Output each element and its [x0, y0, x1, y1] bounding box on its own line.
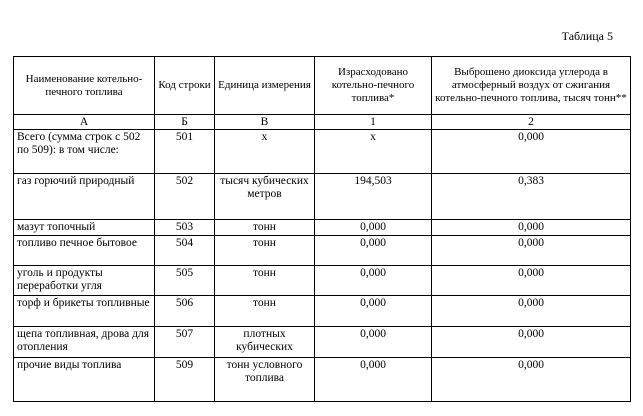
unit-cell: тонн условного топлива	[215, 358, 315, 402]
row-code-cell: 505	[155, 266, 215, 296]
row-code-cell: 503	[155, 220, 215, 236]
emitted-cell: 0,000	[432, 266, 631, 296]
fuel-name-cell: щепа топливная, дрова для отопления	[14, 327, 155, 358]
table-row	[14, 174, 631, 220]
table-row	[14, 266, 631, 296]
fuel-emissions-table	[13, 56, 631, 402]
fuel-name-cell: прочие виды топлива	[14, 358, 155, 402]
unit-cell: тонн	[215, 266, 315, 296]
consumed-cell: 0,000	[315, 220, 432, 236]
column-code: В	[215, 115, 315, 130]
consumed-cell: 0,000	[315, 296, 432, 327]
row-code-cell: 509	[155, 358, 215, 402]
column-code-row	[14, 115, 631, 130]
consumed-cell: 0,000	[315, 358, 432, 402]
table-caption: Таблица 5	[561, 29, 613, 43]
consumed-cell: х	[315, 130, 432, 174]
table-row	[14, 327, 631, 358]
fuel-name-cell: уголь и продукты переработки угля	[14, 266, 155, 296]
emitted-cell: 0,383	[432, 174, 631, 220]
emitted-cell: 0,000	[432, 236, 631, 266]
table-row	[14, 358, 631, 402]
consumed-cell: 194,503	[315, 174, 432, 220]
header-unit: Единица измерения	[215, 57, 315, 115]
column-code: 2	[432, 115, 631, 130]
column-code: Б	[155, 115, 215, 130]
unit-cell: тонн	[215, 220, 315, 236]
unit-cell: тонн	[215, 296, 315, 327]
table-row	[14, 236, 631, 266]
header-row	[14, 57, 631, 115]
consumed-cell: 0,000	[315, 327, 432, 358]
consumed-cell: 0,000	[315, 236, 432, 266]
fuel-name-cell: торф и брикеты топливные	[14, 296, 155, 327]
emitted-cell: 0,000	[432, 130, 631, 174]
row-code-cell: 502	[155, 174, 215, 220]
table-row	[14, 220, 631, 236]
fuel-name-cell: мазут топочный	[14, 220, 155, 236]
table-row	[14, 130, 631, 174]
row-code-cell: 504	[155, 236, 215, 266]
fuel-name-cell: газ горючий природный	[14, 174, 155, 220]
row-code-cell: 506	[155, 296, 215, 327]
emitted-cell: 0,000	[432, 358, 631, 402]
header-fuel-name: Наименование котельно-печного топлива	[14, 57, 155, 115]
header-fuel-consumed: Израсходовано котельно-печного топлива*	[315, 57, 432, 115]
unit-cell: плотных кубических	[215, 327, 315, 358]
emitted-cell: 0,000	[432, 220, 631, 236]
header-co2-emitted: Выброшено диоксида углерода в атмосферный воздух от сжигания котельно-печного топлива, тысяч тонн**	[432, 57, 631, 115]
consumed-cell: 0,000	[315, 266, 432, 296]
row-code-cell: 501	[155, 130, 215, 174]
emitted-cell: 0,000	[432, 296, 631, 327]
row-code-cell: 507	[155, 327, 215, 358]
unit-cell: тысяч кубических метров	[215, 174, 315, 220]
unit-cell: тонн	[215, 236, 315, 266]
fuel-name-cell: топливо печное бытовое	[14, 236, 155, 266]
column-code: 1	[315, 115, 432, 130]
unit-cell: х	[215, 130, 315, 174]
table-row	[14, 296, 631, 327]
header-row-code: Код строки	[155, 57, 215, 115]
column-code: А	[14, 115, 155, 130]
fuel-name-cell: Всего (сумма строк с 502 по 509): в том числе:	[14, 130, 155, 174]
emitted-cell: 0,000	[432, 327, 631, 358]
